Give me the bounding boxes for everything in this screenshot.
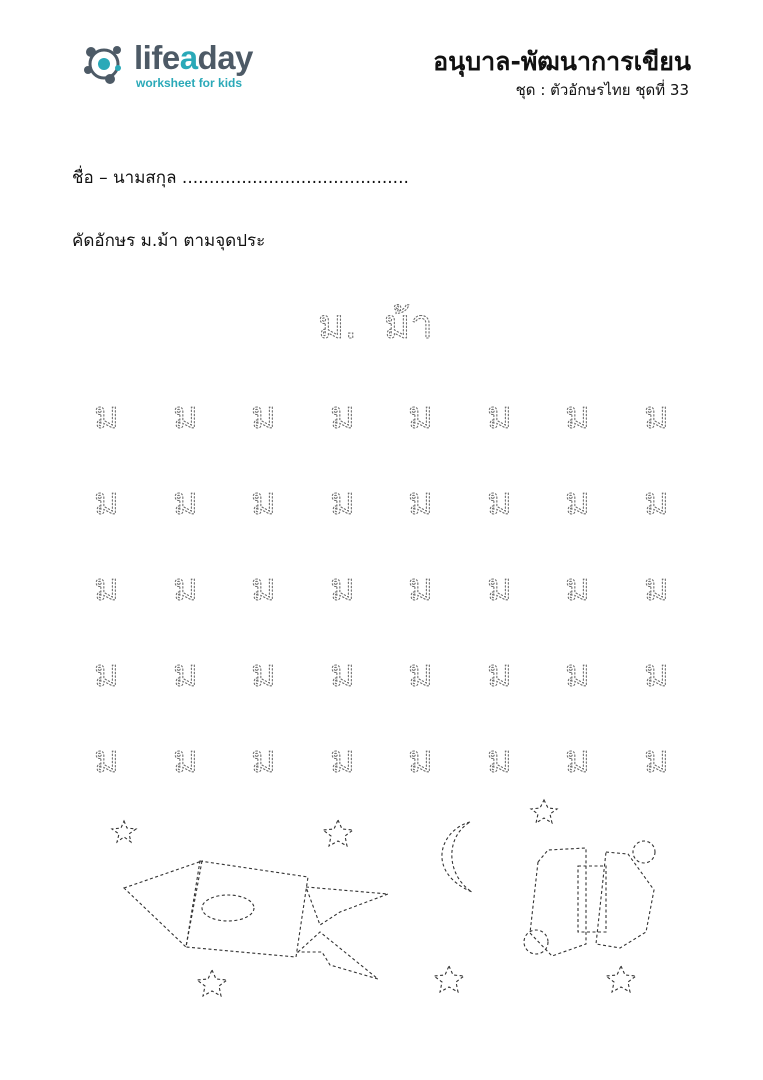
trace-letter-glyph: ม [172, 737, 198, 781]
trace-letter-glyph: ม [486, 565, 512, 609]
star-icon [606, 966, 636, 992]
trace-letter[interactable] [243, 640, 303, 700]
trace-letter-glyph: ม [643, 565, 669, 609]
trace-letter-glyph: ม [329, 479, 355, 523]
trace-heading-word: ม้า [384, 302, 433, 348]
trace-letter[interactable] [557, 726, 617, 786]
trace-letter-glyph: ม [329, 565, 355, 609]
instruction-text: คัดอักษร ม.ม้า ตามจุดประ [72, 231, 266, 251]
rocket-drawing [124, 861, 388, 979]
trace-letter[interactable] [86, 554, 146, 614]
trace-letter[interactable] [557, 640, 617, 700]
trace-letter[interactable] [322, 554, 382, 614]
trace-letter[interactable] [557, 382, 617, 442]
trace-letter[interactable] [86, 382, 146, 442]
stars [112, 800, 636, 996]
trace-letter-glyph: ม [643, 651, 669, 695]
trace-grid [0, 370, 763, 800]
trace-heading [0, 270, 763, 360]
trace-letter-glyph: ม [94, 565, 120, 609]
trace-letter[interactable] [479, 468, 539, 528]
trace-letter[interactable] [322, 640, 382, 700]
trace-letter[interactable] [243, 382, 303, 442]
trace-letter-glyph: ม [329, 393, 355, 437]
trace-letter[interactable] [165, 640, 225, 700]
trace-letter-glyph: ม [251, 737, 277, 781]
trace-heading-letter: ม. [318, 302, 358, 348]
trace-letter[interactable] [479, 726, 539, 786]
trace-letter-glyph: ม [172, 393, 198, 437]
trace-letter-glyph: ม [408, 737, 434, 781]
trace-letter[interactable] [243, 726, 303, 786]
trace-letter[interactable] [243, 554, 303, 614]
trace-letter[interactable] [557, 554, 617, 614]
trace-letter-glyph: ม [329, 737, 355, 781]
trace-letter-glyph: ม [408, 565, 434, 609]
trace-letter-glyph: ม [251, 393, 277, 437]
trace-letter-glyph: ม [94, 393, 120, 437]
crescent-moon-drawing [442, 822, 472, 892]
trace-letter[interactable] [243, 468, 303, 528]
logo [82, 38, 272, 98]
trace-letter-glyph: ม [643, 479, 669, 523]
trace-letter-glyph: ม [172, 651, 198, 695]
molecule-icon [82, 40, 132, 90]
trace-letter[interactable] [479, 554, 539, 614]
dotted-pictures [0, 790, 763, 1050]
name-field-line[interactable]: ชื่อ – นามสกุล .......................................... [72, 168, 409, 188]
trace-letter-glyph: ม [408, 479, 434, 523]
trace-letter-glyph: ม [643, 393, 669, 437]
trace-letter-glyph: ม [565, 651, 591, 695]
trace-letter[interactable] [322, 382, 382, 442]
star-icon [112, 821, 136, 842]
trace-letter[interactable] [636, 554, 696, 614]
trace-letter[interactable] [479, 640, 539, 700]
trace-letter-glyph: ม [408, 651, 434, 695]
star-icon [323, 820, 353, 846]
trace-letter[interactable] [86, 468, 146, 528]
trace-letter[interactable] [557, 468, 617, 528]
trace-letter-glyph: ม [251, 565, 277, 609]
trace-letter[interactable] [322, 468, 382, 528]
trace-letter[interactable] [479, 382, 539, 442]
trace-letter[interactable] [165, 554, 225, 614]
trace-letter-glyph: ม [565, 393, 591, 437]
trace-letter[interactable] [86, 640, 146, 700]
trace-letter-glyph: ม [329, 651, 355, 695]
trace-letter-glyph: ม [565, 565, 591, 609]
trace-letter-glyph: ม [643, 737, 669, 781]
trace-letter[interactable] [400, 554, 460, 614]
trace-letter[interactable] [636, 468, 696, 528]
trace-letter-glyph: ม [172, 479, 198, 523]
trace-letter-glyph: ม [172, 565, 198, 609]
trace-letter[interactable] [636, 382, 696, 442]
star-icon [197, 970, 227, 996]
trace-letter-glyph: ม [251, 479, 277, 523]
trace-letter-glyph: ม [408, 393, 434, 437]
trace-letter[interactable] [165, 726, 225, 786]
star-icon [434, 966, 464, 992]
trace-letter[interactable] [86, 726, 146, 786]
trace-letter-glyph: ม [486, 737, 512, 781]
trace-letter-glyph: ม [565, 479, 591, 523]
trace-letter[interactable] [400, 468, 460, 528]
trace-letter-glyph: ม [94, 479, 120, 523]
logo-tagline: worksheet for kids [136, 76, 243, 90]
trace-letter-glyph: ม [565, 737, 591, 781]
trace-letter[interactable] [165, 468, 225, 528]
trace-letter-glyph: ม [486, 479, 512, 523]
trace-letter-glyph: ม [486, 651, 512, 695]
trace-letter-glyph: ม [251, 651, 277, 695]
trace-letter[interactable] [165, 382, 225, 442]
trace-letter[interactable] [400, 640, 460, 700]
satellite-drawing [524, 841, 655, 956]
trace-letter[interactable] [636, 640, 696, 700]
trace-letter[interactable] [322, 726, 382, 786]
worksheet-title: อนุบาล-พัฒนาการเขียน [433, 47, 691, 76]
trace-letter[interactable] [400, 382, 460, 442]
logo-wordmark: lifeaday [134, 39, 253, 76]
trace-letter-glyph: ม [94, 651, 120, 695]
trace-letter[interactable] [636, 726, 696, 786]
star-icon [531, 800, 557, 823]
trace-letter-glyph: ม [94, 737, 120, 781]
trace-letter[interactable] [400, 726, 460, 786]
trace-letter-glyph: ม [486, 393, 512, 437]
worksheet-subtitle: ชุด : ตัวอักษรไทย ชุดที่ 33 [515, 81, 689, 99]
